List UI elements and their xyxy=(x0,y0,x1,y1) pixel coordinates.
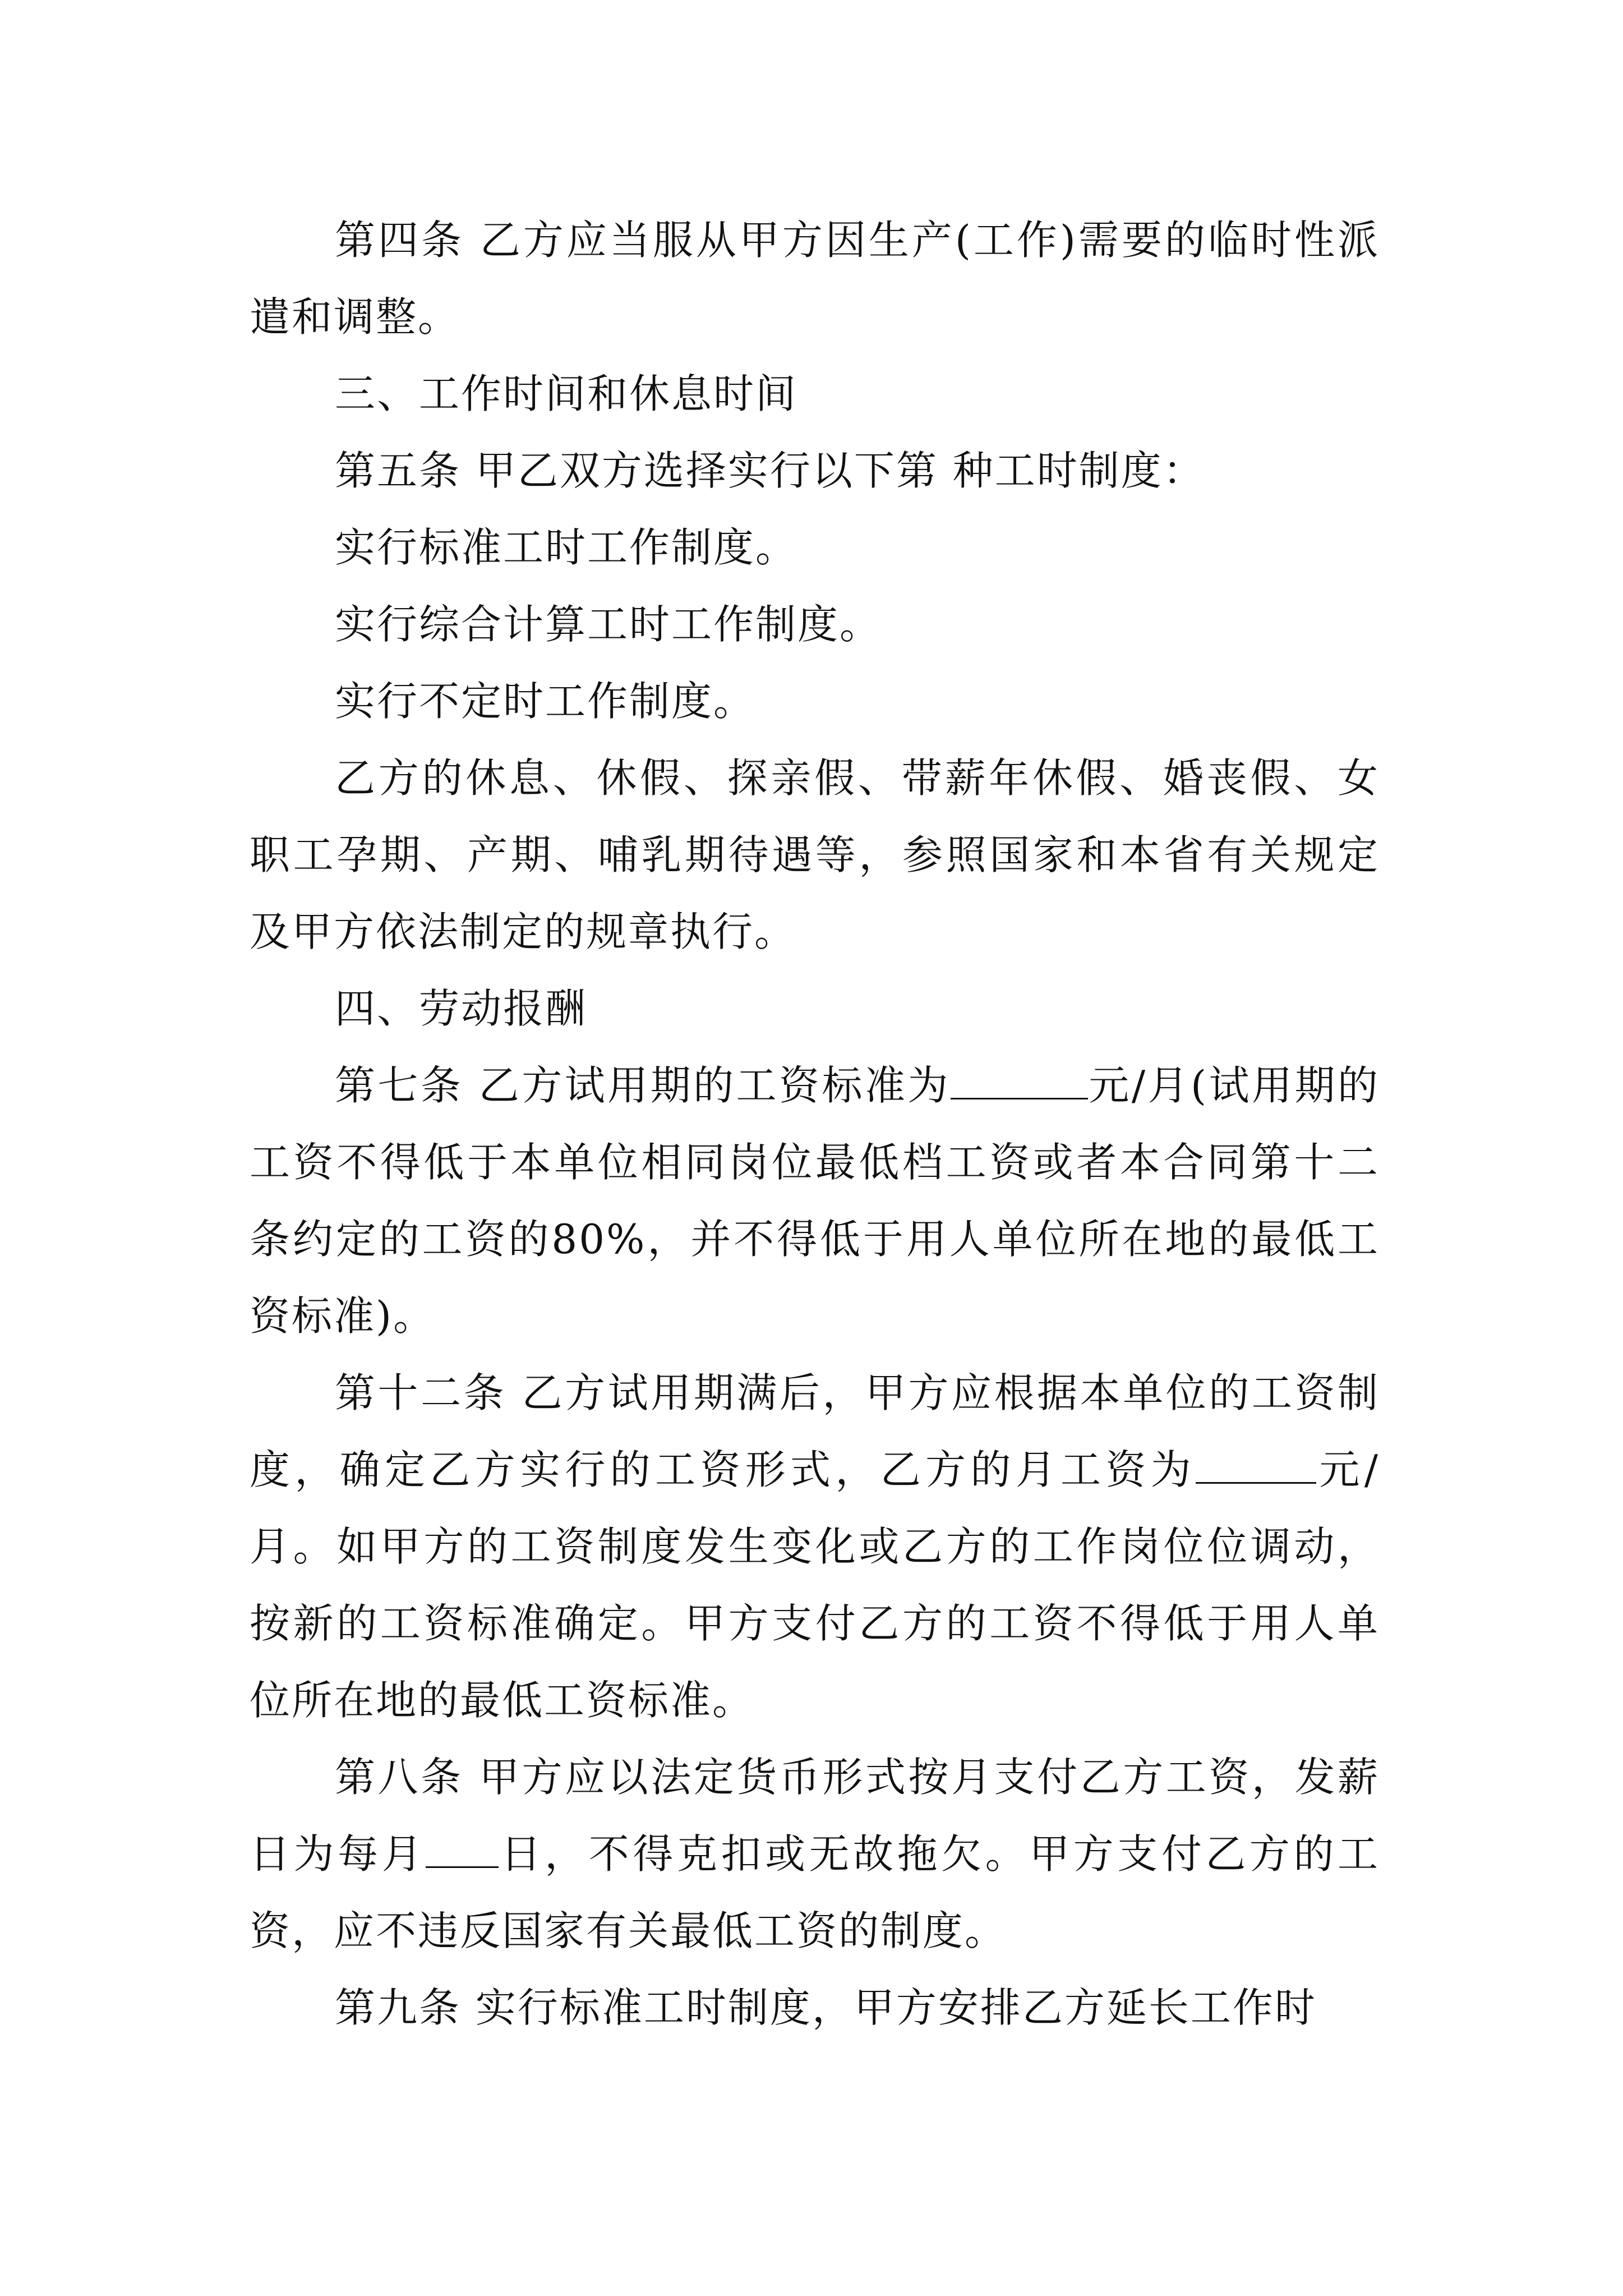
article-8-text-end: 日，不得克扣或无故拖欠。甲方支付乙方的工资，应不违反国家有关最低工资的制度。 xyxy=(250,1830,1380,1954)
article-8-text-start: 第八条 甲方应以法定货币形式按月支付乙方工资，发薪日为每月 xyxy=(250,1754,1380,1878)
option-standard-hours: 实行标准工时工作制度。 xyxy=(335,524,798,571)
article-12-text-start: 第十二条 乙方试用期满后，甲方应根据本单位的工资制度，确定乙方实行的工资形式，乙方的月工资为 xyxy=(250,1369,1380,1493)
probation-wage-blank xyxy=(951,1060,1088,1099)
article-5: 第五条 甲乙双方选择实行以下第 种工时制度： xyxy=(335,447,1205,494)
rest-and-leave-paragraph: 乙方的休息、休假、探亲假、带薪年休假、婚丧假、女职工孕期、产期、哺乳期待遇等，参照国家和本省有关规定及甲方依法制定的规章执行。 xyxy=(250,754,1380,955)
document-page xyxy=(250,202,1380,2046)
monthly-wage-blank xyxy=(1196,1444,1316,1484)
article-7 xyxy=(250,1047,1380,1355)
article-7-text-end: 元/月(试用期的工资不得低于本单位相同岗位最低档工资或者本合同第十二条约定的工资的80%，并不得低于用人单位所在地的最低工资标准)。 xyxy=(250,1062,1380,1340)
option-comprehensive-hours: 实行综合计算工时工作制度。 xyxy=(335,601,882,648)
option-flexible-hours: 实行不定时工作制度。 xyxy=(335,678,756,725)
article-12 xyxy=(250,1355,1380,1739)
section-4-heading: 四、劳动报酬 xyxy=(335,985,588,1032)
article-12-text-end: 元/月。如甲方的工资制度发生变化或乙方的工作岗位位调动，按新的工资标准确定。甲方支付乙方的工资不得低于用人单位所在地的最低工资标准。 xyxy=(250,1446,1380,1724)
section-3-heading: 三、工作时间和休息时间 xyxy=(335,370,798,417)
payday-blank xyxy=(426,1828,499,1868)
article-4: 第四条 乙方应当服从甲方因生产(工作)需要的临时性派遣和调整。 xyxy=(250,217,1380,341)
article-9: 第九条 实行标准工时制度，甲方安排乙方延长工作时 xyxy=(335,1984,1317,2031)
article-8 xyxy=(250,1739,1380,1970)
article-7-text-start: 第七条 乙方试用期的工资标准为 xyxy=(335,1062,951,1109)
